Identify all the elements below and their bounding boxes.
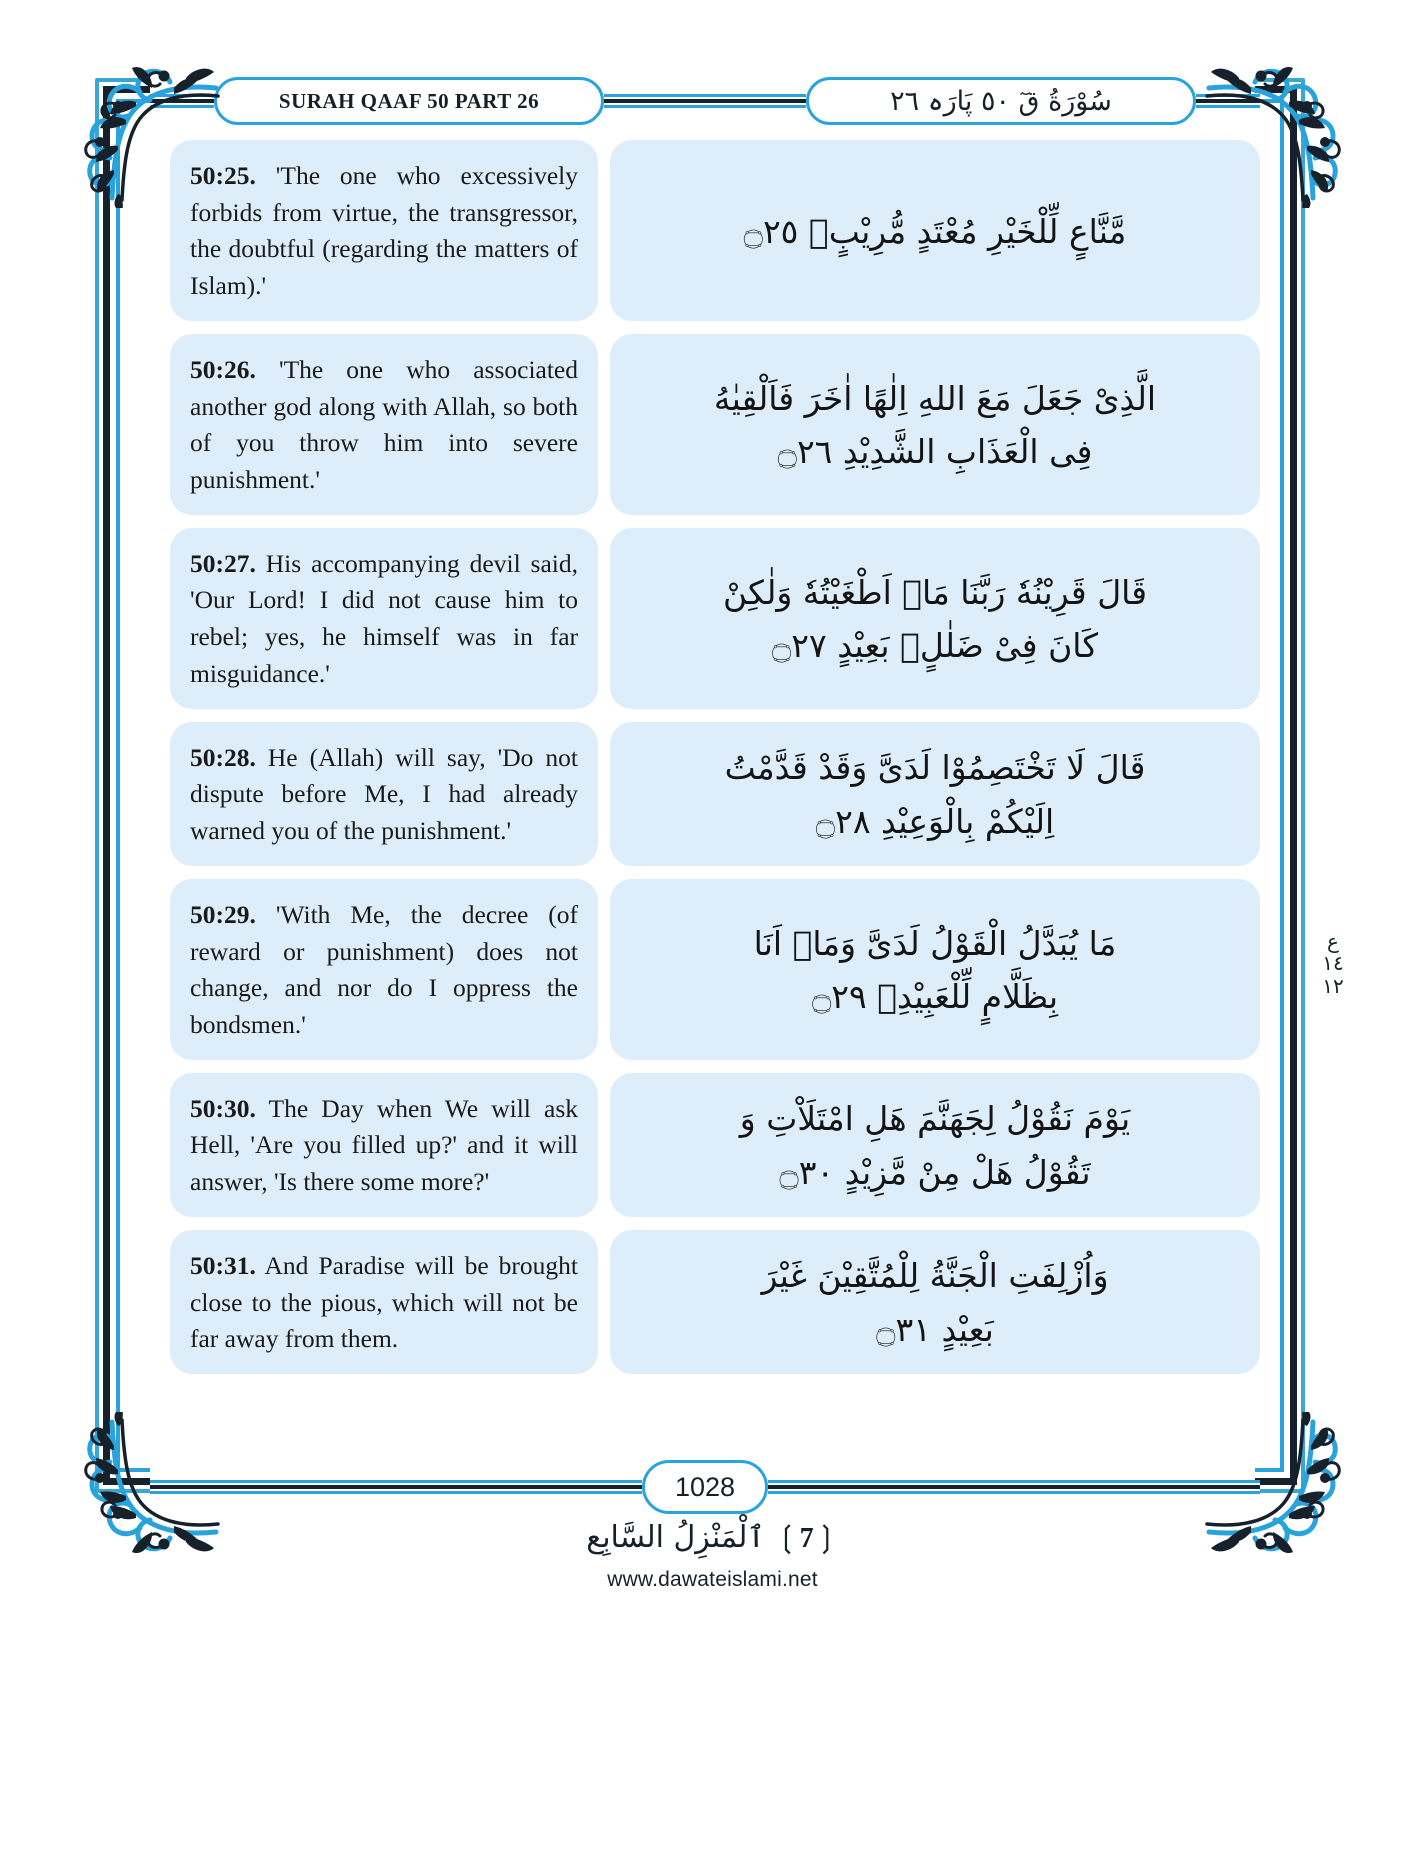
verse-translation-text: And Paradise will be brought close to the pious, which will not be far away from them. [190, 1250, 578, 1354]
verse-translation-text: 'With Me, the decree (of reward or punishment) does not change, and nor do I oppress the bondsmen.' [190, 899, 579, 1039]
verse-row [170, 1073, 1260, 1217]
verse-row [170, 334, 1260, 515]
verse-arabic [610, 334, 1260, 515]
verse-translation-text: 'The one who excessively forbids from virtue, the transgressor, the doubtful (regarding the matters of Islam).' [190, 161, 578, 301]
verse-translation-english [170, 722, 598, 866]
header-rule-left [150, 94, 214, 108]
verse-arabic-line: الَّذِىْ جَعَلَ مَعَ اللهِ اِلٰهًا اٰخَرَ فَاَلْقِيٰهُ [713, 378, 1157, 418]
verse-row [170, 528, 1260, 709]
manzil-text-arabic: ٱلْمَنْزِلُ السَّابِع [586, 1520, 765, 1555]
verse-arabic [610, 528, 1260, 709]
verse-translation-english [170, 528, 598, 709]
ruku-marker-symbol: ع [1327, 929, 1339, 953]
verse-arabic-line: اِلَيْكُمْ بِالْوَعِيْدِ ۝٢٨ [815, 801, 1055, 841]
surah-title-english: SURAH QAAF 50 PART 26 [278, 88, 540, 113]
verse-number: 50:26. [190, 354, 256, 384]
header-rule-right [1196, 94, 1260, 108]
verse-list [170, 140, 1260, 1440]
verse-arabic-line: بِظَلَّامٍ لِّلْعَبِيْدِؒ ۝٢٩ [811, 977, 1059, 1017]
verse-row [170, 879, 1260, 1060]
footer-rule-left [150, 1480, 642, 1494]
surah-title-arabic-pill [806, 77, 1196, 125]
surah-title-arabic: سُوْرَةُ قٓ ٥٠ پَارَہ ٢٦ [890, 85, 1112, 117]
verse-number: 50:28. [190, 742, 256, 772]
page-number: 1028 [674, 1471, 736, 1502]
manzil-bracket-left: ❲ [813, 1520, 839, 1555]
verse-translation-text: His accompanying devil said, 'Our Lord! I did not cause him to rebel; yes, he himself was in far misguidance.' [190, 548, 578, 688]
verse-translation-text: The Day when We will ask Hell, 'Are you filled up?' and it will answer, 'Is there some more?' [190, 1093, 578, 1197]
verse-arabic-line: مَا يُبَدَّلُ الْقَوْلُ لَدَىَّ وَمَاۤ اَنَا [753, 923, 1117, 963]
verse-translation-english [170, 140, 598, 321]
verse-arabic-line: وَاُزْلِفَتِ الْجَنَّةُ لِلْمُتَّقِيْنَ غَيْرَ [761, 1256, 1109, 1296]
verse-arabic [610, 879, 1260, 1060]
verse-arabic-line: قَالَ لَا تَخْتَصِمُوْا لَدَىَّ وَقَدْ قَدَّمْتُ [724, 748, 1146, 788]
verse-translation-english [170, 879, 598, 1060]
manzil-number: 7 [799, 1523, 814, 1554]
verse-number: 50:25. [190, 161, 256, 190]
verse-number: 50:27. [190, 548, 256, 578]
verse-arabic [610, 1073, 1260, 1217]
surah-title-english-pill [214, 77, 604, 125]
manzil-bracket-right: ❳ [774, 1520, 800, 1555]
verse-arabic [610, 140, 1260, 321]
verse-arabic-line: مَّنَّاعٍ لِّلْخَيْرِ مُعْتَدٍ مُّرِيْبٍۙ ۝٢٥ [743, 211, 1127, 251]
verse-number: 50:31. [190, 1250, 256, 1280]
verse-arabic-line: تَقُوْلُ هَلْ مِنْ مَّزِيْدٍ ۝٣٠ [779, 1152, 1091, 1192]
verse-number: 50:29. [190, 899, 256, 929]
verse-row [170, 722, 1260, 866]
verse-number: 50:30. [190, 1093, 256, 1123]
verse-row [170, 140, 1260, 321]
verse-translation-english [170, 334, 598, 515]
header-rule-middle [604, 94, 806, 108]
footer-rule-right [768, 1480, 1260, 1494]
verse-arabic [610, 722, 1260, 866]
verse-arabic-line: فِى الْعَذَابِ الشَّدِيْدِ ۝٢٦ [777, 432, 1093, 472]
verse-row [170, 1230, 1260, 1374]
verse-arabic-line: يَوْمَ نَقُوْلُ لِجَهَنَّمَ هَلِ امْتَلَاْتِ وَ [739, 1099, 1131, 1139]
page-footer [150, 1458, 1260, 1516]
verse-arabic-line: قَالَ قَرِيْنُهٗ رَبَّنَا مَاۤ اَطْغَيْتُهٗ وَلٰكِنْ [722, 572, 1148, 612]
manzil-label [0, 1520, 1425, 1555]
verse-translation-english [170, 1073, 598, 1217]
ruku-marker-verses: ١٢ [1322, 973, 1344, 998]
page-header [150, 72, 1260, 130]
verse-arabic [610, 1230, 1260, 1374]
verse-translation-text: 'The one who associated another god along with Allah, so both of you throw him into severe punishment.' [190, 354, 578, 495]
verse-translation-text: He (Allah) will say, 'Do not dispute before Me, I had already warned you of the punishment.' [190, 742, 578, 846]
verse-translation-english [170, 1230, 598, 1374]
verse-arabic-line: بَعِيْدٍ ۝٣١ [876, 1309, 994, 1349]
ruku-marker-count: ١٤ [1322, 951, 1344, 976]
page-number-pill [642, 1460, 768, 1514]
verse-arabic-line: كَانَ فِىْ ضَلٰلٍۭ بَعِيْدٍ ۝٢٧ [771, 626, 1099, 666]
ruku-marker [1316, 930, 1350, 997]
website-url: www.dawateislami.net [607, 1568, 818, 1591]
